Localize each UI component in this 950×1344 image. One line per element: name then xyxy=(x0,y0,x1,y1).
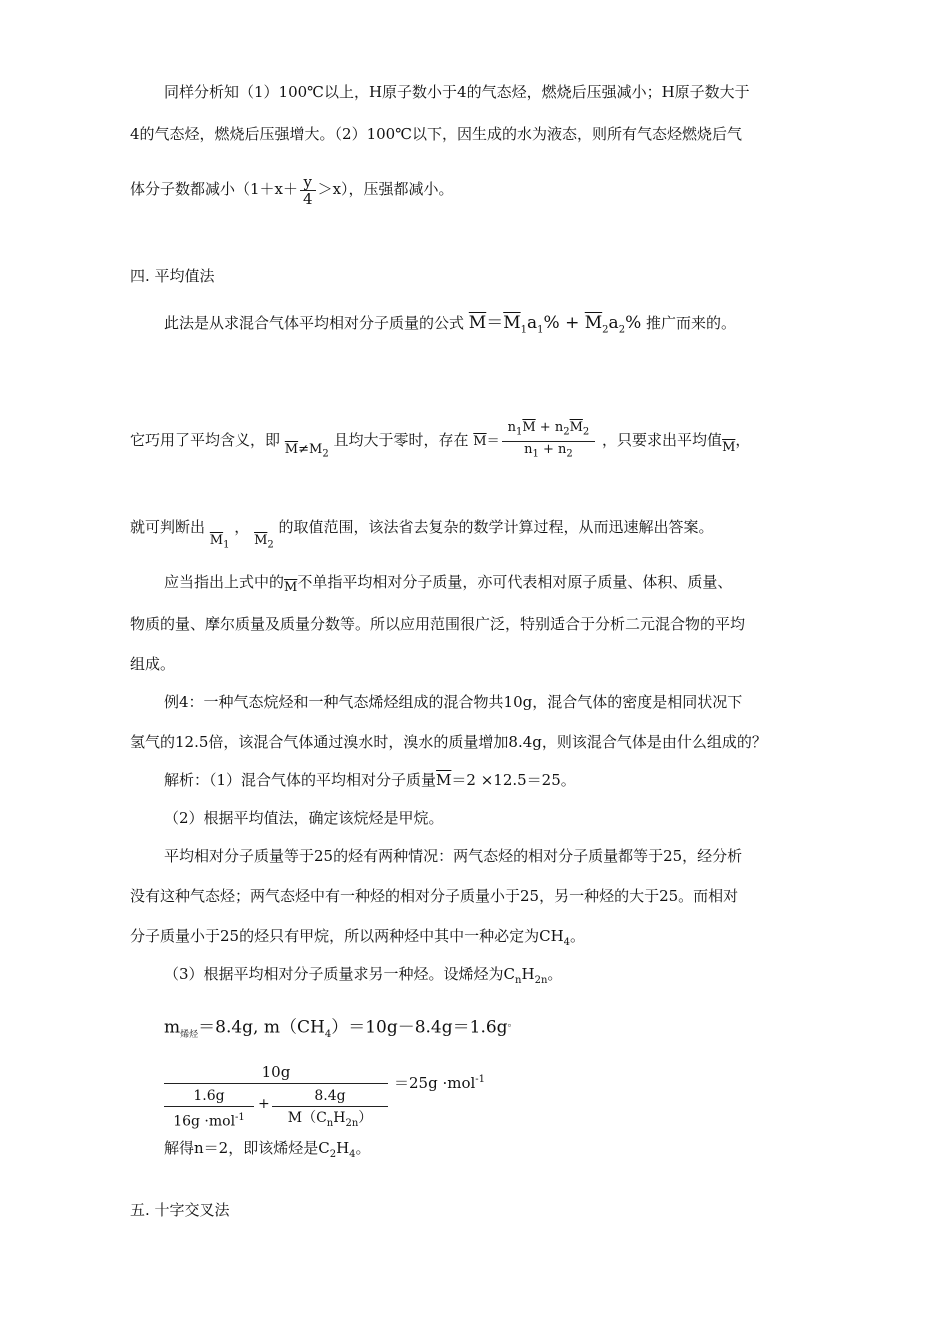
formula xyxy=(468,313,642,336)
paragraph-line: 物质的量、摩尔质量及质量分数等。所以应用范围很广泛，特别适合于分析二元混合物的平均 xyxy=(130,615,746,633)
fraction-denominator xyxy=(164,1107,254,1133)
text: 且均大于零时，存在 xyxy=(333,431,469,449)
m-bar: $\overline{M}$ xyxy=(473,434,487,449)
text: 应当指出上式中的 xyxy=(164,573,285,591)
superscript: -1 xyxy=(475,1074,486,1085)
subscript: 1 xyxy=(532,448,539,460)
analysis-line xyxy=(164,1138,371,1165)
paragraph-line xyxy=(164,306,736,347)
text: n xyxy=(524,442,533,457)
superscript: 。 xyxy=(507,1018,518,1029)
subscript: 1 xyxy=(223,539,230,551)
analysis-line xyxy=(164,964,562,991)
paragraph-line xyxy=(130,172,454,207)
fraction-numerator xyxy=(502,420,596,442)
subscript: 1 xyxy=(515,427,523,438)
text: 的取值范围，该法省去复杂的数学计算过程，从而迅速解出答案。 xyxy=(278,518,714,536)
subscript: 1 xyxy=(537,324,544,336)
example-line: 例4：一种气态烷烃和一种气态烯烃组成的混合物共10g，混合气体的密度是相同状况下 xyxy=(164,693,743,711)
subscript: 2 xyxy=(267,539,274,551)
text: 不单指平均相对分子质量，亦可代表相对原子质量、体积、质量、 xyxy=(297,573,733,591)
subscript: 2n xyxy=(345,1117,359,1129)
text: 分子质量小于25的烃只有甲烷，所以两种烃中其中一种必定为CH xyxy=(130,927,564,945)
fraction-numerator: y xyxy=(300,174,316,191)
m-bar: $\overline{M}$ xyxy=(436,771,452,789)
subscript: 4 xyxy=(563,937,571,948)
text: + n xyxy=(535,420,564,436)
text: 体分子数都减小（1＋x＋ xyxy=(130,180,299,198)
text: 16g ·mol xyxy=(173,1113,236,1130)
subscript: 2 xyxy=(566,448,573,460)
text: ＝8.4g, m（CH xyxy=(198,1017,325,1038)
text: ， xyxy=(234,518,250,536)
complex-fraction xyxy=(164,1062,524,1142)
subscript: 2 xyxy=(618,324,626,336)
text: ， xyxy=(735,431,751,449)
subscript: 烯烃 xyxy=(180,1030,199,1041)
subscript: 2 xyxy=(563,427,570,438)
analysis-line: （2）根据平均值法，确定该烷烃是甲烷。 xyxy=(164,809,444,827)
sub-fraction xyxy=(164,1086,254,1133)
text: ） xyxy=(358,1110,373,1126)
text: 推广而来的。 xyxy=(646,314,737,332)
fraction-denominator xyxy=(272,1107,388,1135)
text: ＝25g ·mol xyxy=(394,1074,476,1092)
fraction xyxy=(502,420,596,462)
superscript: -1 xyxy=(235,1112,245,1123)
text: a xyxy=(527,313,538,333)
m-bar: $\overline{M}$ xyxy=(503,313,521,333)
calculation-line xyxy=(164,1014,518,1045)
fraction xyxy=(300,174,316,207)
text: n xyxy=(507,420,516,436)
m-bar: $\overline{M}$ xyxy=(209,533,224,548)
m-bar: $\overline{M}$ xyxy=(254,533,268,548)
plus-sign: + xyxy=(258,1096,270,1112)
fraction-denominator xyxy=(502,442,596,463)
text: ＝2 ×12.5＝25。 xyxy=(451,771,576,789)
result xyxy=(394,1072,485,1093)
sub-fraction xyxy=(272,1086,388,1135)
text: + n xyxy=(538,442,567,457)
text: （3）根据平均相对分子质量求另一种烃。设烯烃为C xyxy=(164,965,516,983)
subscript: 1 xyxy=(520,324,528,336)
equals: ＝ xyxy=(486,434,500,449)
paragraph-line: 4的气态烃，燃烧后压强增大。（2）100℃以下，因生成的水为液态，则所有气态烃燃烧后气 xyxy=(130,125,743,143)
text: ＞x），压强都减小。 xyxy=(317,180,454,198)
formula xyxy=(209,533,230,551)
paragraph-line xyxy=(130,512,714,549)
text: 解析：（1）混合气体的平均相对分子质量 xyxy=(164,771,437,789)
analysis-line xyxy=(164,770,576,790)
section-heading: 五. 十字交叉法 xyxy=(130,1201,230,1219)
fraction-numerator: 8.4g xyxy=(272,1086,388,1107)
text: 解得n＝2，即该烯烃是C xyxy=(164,1139,330,1157)
text: 。 xyxy=(547,965,563,983)
subscript: n xyxy=(326,1117,334,1129)
text: ）＝10g－8.4g＝1.6g xyxy=(331,1017,508,1038)
m-bar: $\overline{M}$ xyxy=(569,420,583,436)
paragraph-line xyxy=(130,420,750,467)
example-line: 氢气的12.5倍，该混合气体通过溴水时，溴水的质量增加8.4g，则该混合气体是由什么组成的？ xyxy=(130,733,767,751)
analysis-line: 平均相对分子质量等于25的烃有两种情况：两气态烃的相对分子质量都等于25，经分析 xyxy=(164,847,743,865)
paragraph-line: 组成。 xyxy=(130,655,176,673)
subscript: n xyxy=(515,975,522,986)
text: H xyxy=(336,1139,350,1157)
text: 。 xyxy=(570,927,586,945)
text: % xyxy=(625,313,642,333)
m-bar: $\overline{M}$ xyxy=(284,580,298,595)
text: m xyxy=(164,1017,181,1038)
subscript: 4 xyxy=(349,1149,356,1160)
text: 此法是从求混合气体平均相对分子质量的公式 xyxy=(164,314,465,332)
text: ≠M xyxy=(298,442,323,457)
analysis-line: 没有这种气态烃；两气态烃中有一种烃的相对分子质量小于25，另一种烃的大于25。而相对 xyxy=(130,887,739,905)
formula xyxy=(254,533,274,551)
m-bar: $\overline{M}$ xyxy=(468,313,487,333)
fraction-bar xyxy=(164,1083,388,1084)
subscript: 2 xyxy=(322,448,329,460)
subscript: 2 xyxy=(329,1149,337,1160)
text: % + xyxy=(543,313,580,333)
fraction-denominator: 4 xyxy=(303,189,313,208)
subscript: 4 xyxy=(324,1029,332,1041)
equals: ＝ xyxy=(486,313,504,333)
text: H xyxy=(333,1110,346,1126)
text: 。 xyxy=(355,1139,371,1157)
text: 就可判断出 xyxy=(130,518,206,536)
formula xyxy=(284,442,329,460)
text: a xyxy=(608,313,619,333)
subscript: 2n xyxy=(534,975,548,986)
text: H xyxy=(521,965,535,983)
formula xyxy=(473,420,597,460)
text: M（C xyxy=(287,1110,327,1126)
m-bar: $\overline{M}$ xyxy=(284,442,299,457)
text: ，只要求出平均值 xyxy=(602,431,723,449)
subscript: 2 xyxy=(582,427,590,438)
m-bar: $\overline{M}$ xyxy=(584,313,603,333)
text: 它巧用了平均含义，即 xyxy=(130,431,281,449)
fraction-numerator: 10g xyxy=(261,1063,291,1081)
analysis-line xyxy=(130,926,585,953)
m-bar: $\overline{M}$ xyxy=(522,420,536,436)
fraction-numerator: 1.6g xyxy=(164,1086,254,1107)
paragraph-line: 同样分析知（1）100℃以上，H原子数小于4的气态烃，燃烧后压强减小；H原子数大于 xyxy=(164,83,750,101)
paragraph-line xyxy=(164,572,732,594)
subscript: 2 xyxy=(602,324,609,336)
m-bar: $\overline{M}$ xyxy=(722,440,736,455)
section-heading: 四. 平均值法 xyxy=(130,267,215,285)
